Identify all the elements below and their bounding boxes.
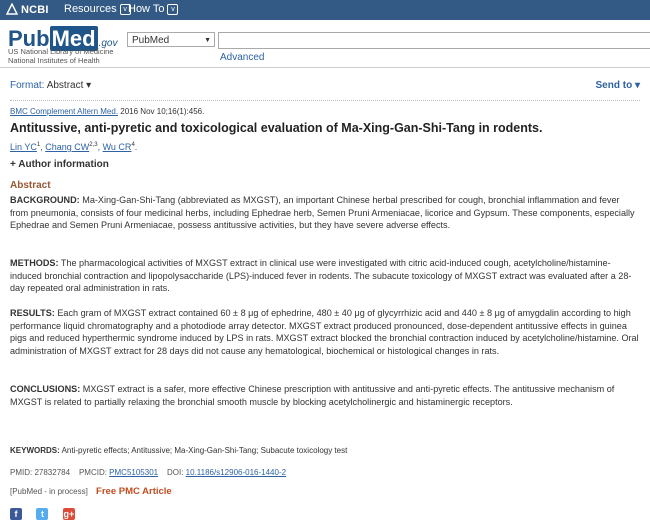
keywords xyxy=(10,446,347,455)
author-information-toggle[interactable] xyxy=(10,159,109,170)
resources-menu[interactable] xyxy=(64,3,131,15)
pmid: PMID: 27832784 xyxy=(10,468,71,477)
resources-label: Resources xyxy=(64,3,117,15)
format-value: Abstract xyxy=(46,80,84,91)
database-select-value: PubMed xyxy=(132,35,170,46)
google-plus-icon[interactable]: g+ xyxy=(63,509,75,519)
logo-med: Med xyxy=(51,26,96,51)
social-share xyxy=(10,504,85,518)
author-affil: 4 xyxy=(131,142,135,148)
divider xyxy=(10,100,640,101)
logo-gov: .gov xyxy=(98,38,118,49)
free-pmc-article-link[interactable]: Free PMC Article xyxy=(96,486,172,497)
ncbi-topbar xyxy=(0,0,650,20)
author-list: Lin $YC^1$, Chang CW$^{2,3}$, Wu $CR^4$. xyxy=(10,142,138,152)
caret-down-icon: ▾ xyxy=(634,80,640,91)
journal-link[interactable]: BMC Complement Altern Med. xyxy=(10,107,119,116)
logo-pub: Pub xyxy=(8,26,50,51)
abstract-results xyxy=(10,307,640,357)
pmcid-link[interactable]: PMC5105301 xyxy=(109,468,159,477)
twitter-icon[interactable]: t xyxy=(36,508,48,520)
facebook-icon[interactable]: f xyxy=(10,508,22,520)
ncbi-logo-icon xyxy=(6,3,18,15)
article-title: Antitussive, anti-pyretic and toxicological evaluation of Ma-Xing-Gan-Shi-Tang in rodents. xyxy=(10,121,543,135)
nlm-caption xyxy=(8,47,113,65)
section-text: MXGST extract is a safer, more effective Chinese prescription with antitussive and anti-pyretic effects. The antitussive mechanism of MXGST is related to partially relaxing the bronchial smooth muscle by blocking acetylcholinergic and histaminergic receptors. xyxy=(10,384,615,407)
author-affil: 2,3 xyxy=(89,142,98,148)
pubmed-masthead xyxy=(0,20,650,68)
advanced-search-link[interactable]: Advanced xyxy=(220,52,265,63)
author-link[interactable]: Lin YC xyxy=(10,142,37,152)
article-ids xyxy=(10,468,286,477)
section-text: Each gram of MXGST extract contained 60 ± 8 μg of ephedrine, 480 ± 40 μg of glycyrrhizic acid and 440 ± 8 μg of amygdalin according to high performance liquid chromatography and a photodiode array detector. MXGST extract produced pronounced, dose-dependent antitussive effects in guinea pigs and reduced hyperthermic syndrome induced by LPS in rats. MXGST extract blocked the bronchial contraction induced by acetylcholine/histamine. Oral administration of MXGST extract for 28 days did not cause any hematological, biochemical or histological changes in rats. xyxy=(10,308,639,356)
section-label: METHODS: xyxy=(10,258,59,268)
nlm-line1: US National Library of Medicine xyxy=(8,47,114,56)
abstract-background xyxy=(10,194,640,232)
format-bar xyxy=(10,80,640,94)
author-affil: 1 xyxy=(36,142,41,148)
ncbi-label: NCBI xyxy=(21,4,49,16)
doi-link[interactable]: 10.1186/s12906-016-1440-2 xyxy=(185,468,287,477)
search-input[interactable] xyxy=(218,32,650,49)
database-select[interactable] xyxy=(127,32,215,47)
chevron-down-icon: v xyxy=(167,4,178,15)
format-dropdown[interactable] xyxy=(47,80,92,91)
pmcid-label: PMCID: xyxy=(78,468,107,477)
doi-label: DOI: xyxy=(166,468,184,477)
keywords-label: KEYWORDS: xyxy=(10,446,60,455)
ncbi-home-link[interactable] xyxy=(6,3,49,16)
section-label: BACKGROUND: xyxy=(10,195,80,205)
section-label: CONCLUSIONS: xyxy=(10,384,81,394)
status-line xyxy=(10,486,172,497)
author-link[interactable]: Wu CR xyxy=(102,142,132,152)
send-to-label: Send to xyxy=(595,80,633,91)
section-text: The pharmacological activities of MXGST extract in clinical use were investigated with citric acid-induced cough, acetylcholine/histamine-induced bronchial contraction and lipopolysaccharide (LPS)-induced fever in rodents. The subacute toxicology of MXGST extract was evaluated after a 28-day repeated oral administration in rats. xyxy=(10,258,632,293)
author-information-label: Author information xyxy=(18,159,109,170)
abstract-conclusions xyxy=(10,383,640,408)
author-link[interactable]: Chang CW xyxy=(45,142,90,152)
chevron-down-icon: v xyxy=(120,4,131,15)
caret-down-icon: ▾ xyxy=(86,80,92,91)
nlm-line2: National Institutes of Health xyxy=(8,56,100,65)
abstract-methods xyxy=(10,257,640,295)
dropdown-arrow-icon: ▼ xyxy=(204,37,211,44)
expand-plus-icon: + xyxy=(10,159,16,170)
format-label: Format: xyxy=(10,80,45,91)
send-to-button[interactable] xyxy=(596,80,640,91)
citation-details: 2016 Nov 10;16(1):456. xyxy=(118,107,205,116)
citation xyxy=(10,107,204,116)
section-text: Ma-Xing-Gan-Shi-Tang (abbreviated as MXGST), an important Chinese herbal prescribed for cough, bronchial inflammation and fever from pneumonia, consists of four medicinal herbs, including Ephedrae herb, Semen Pruni Armeniacae, licorice and Gypsum. These components, especially Ephedrae and Semen Pruni Armeniacae, possess antitussive activities, but they have severe adverse effects. xyxy=(10,195,635,230)
keywords-text: Anti-pyretic effects; Antitussive; Ma-Xing-Gan-Shi-Tang; Subacute toxicology test xyxy=(59,446,348,455)
section-label: RESULTS: xyxy=(10,308,55,318)
abstract-heading: Abstract xyxy=(10,180,51,191)
publication-status: [PubMed - in process] xyxy=(10,487,88,496)
howto-label: How To xyxy=(128,3,165,15)
howto-menu[interactable] xyxy=(128,3,178,15)
